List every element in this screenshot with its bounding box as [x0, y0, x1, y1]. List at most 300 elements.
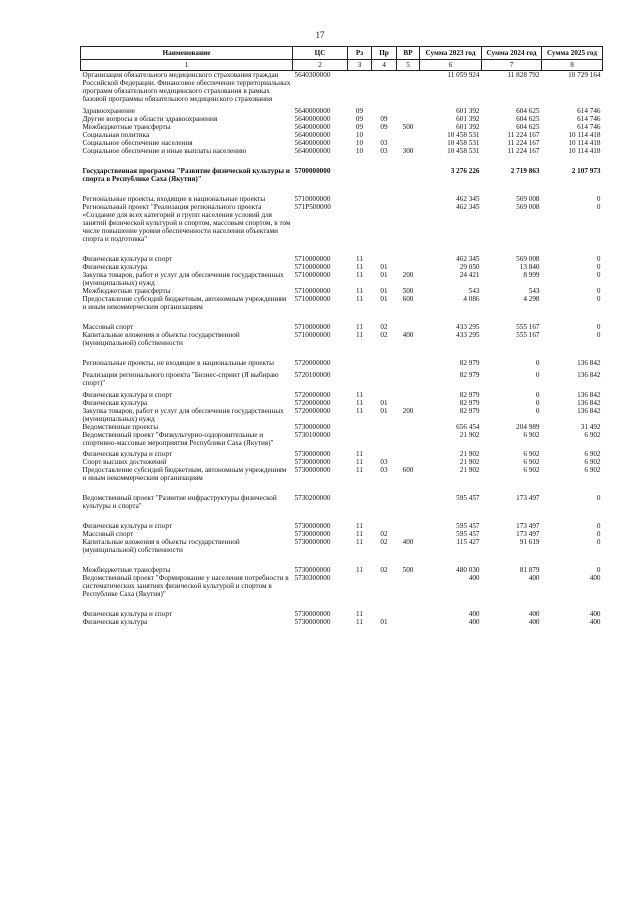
row-sum-2024: 543 [528, 287, 540, 295]
table-row [81, 554, 603, 574]
row-sum-2024: 11 828 792 [507, 71, 540, 79]
row-sum-2023: 21 902 [459, 458, 480, 466]
row-sum-2025: 10 114 418 [568, 147, 601, 155]
row-sum-2023: 21 902 [459, 450, 480, 458]
row-name: Закупка товаров, работ и услуг для обеспечения государственных (муниципальных) нужд [82, 407, 284, 423]
table-row [81, 331, 603, 347]
row-vr [397, 311, 420, 331]
row-name: Закупка товаров, работ и услуг для обеспечения государственных (муниципальных) нужд [82, 271, 284, 287]
row-vr: 400 [402, 331, 414, 339]
row-cs-code: 5640000000 [294, 147, 331, 155]
table-row [81, 530, 603, 538]
row-rz [348, 155, 372, 183]
row-vr [397, 131, 420, 139]
row-sum-2025: 0 [596, 331, 601, 339]
header-name: Наименование [81, 47, 293, 60]
row-pr: 02 [380, 323, 388, 331]
row-sum-2023: 400 [468, 610, 480, 618]
row-pr [372, 203, 397, 243]
row-rz: 11 [356, 450, 363, 458]
row-name: Предоставление субсидий бюджетным, автономным учреждениям и иным некоммерческим организациям [82, 295, 287, 311]
row-cs-code: 5730000000 [294, 458, 331, 466]
table-header [81, 47, 603, 71]
row-name: Спорт высших достижений [82, 458, 167, 466]
row-vr: 200 [402, 271, 414, 279]
row-rz: 11 [356, 331, 363, 339]
row-sum-2024: 400 [528, 610, 540, 618]
row-sum-2024: 555 167 [516, 323, 540, 331]
row-sum-2024: 400 [528, 618, 540, 626]
row-rz: 11 [356, 610, 363, 618]
row-sum-2025: 31 492 [580, 423, 601, 431]
row-sum-2024: 6 902 [523, 466, 540, 474]
row-cs-code: 5730000000 [294, 522, 331, 530]
row-name: Другие вопросы в области здравоохранения [82, 115, 218, 123]
row-pr: 01 [380, 618, 388, 626]
row-name: Ведомственный проект "Формирование у населения потребности в систематических занятиях физической культурой и спортом в Республике Саха (Якутия)" [82, 574, 289, 598]
header-number: 1 [81, 60, 293, 71]
table-row [81, 139, 603, 147]
row-sum-2023: 82 979 [459, 391, 480, 399]
table-row [81, 183, 603, 203]
row-sum-2023: 82 979 [459, 399, 480, 407]
row-vr [397, 139, 420, 147]
row-sum-2024: 0 [535, 407, 540, 415]
row-pr [372, 423, 397, 431]
row-vr [397, 431, 420, 447]
row-pr: 02 [380, 538, 388, 546]
row-sum-2024: 400 [528, 574, 540, 582]
row-cs-code: 5730200000 [294, 494, 331, 502]
table-row [81, 510, 603, 530]
row-sum-2025: 614 746 [577, 107, 601, 115]
row-cs-code: 5730000000 [294, 538, 331, 546]
row-sum-2024: 8 999 [523, 271, 540, 279]
row-sum-2025: 0 [596, 538, 601, 546]
row-cs-code: 5730000000 [294, 450, 331, 458]
header-number: 2 [293, 60, 348, 71]
row-name: Физическая культура и спорт [82, 255, 172, 263]
row-name: Предоставление субсидий бюджетным, автономным учреждениям и иным некоммерческим организациям [82, 466, 287, 482]
row-sum-2023: 24 421 [459, 271, 480, 279]
header-cs: ЦС [293, 47, 348, 60]
row-sum-2023: 601 392 [456, 115, 480, 123]
row-pr [372, 574, 397, 598]
row-pr [372, 598, 397, 618]
row-sum-2025: 6 902 [584, 431, 601, 439]
row-vr: 500 [402, 287, 414, 295]
row-sum-2025: 614 746 [577, 115, 601, 123]
row-sum-2023: 82 979 [459, 407, 480, 415]
row-sum-2024: 204 989 [516, 423, 540, 431]
row-vr [397, 263, 420, 271]
row-pr [372, 482, 397, 510]
row-rz: 09 [355, 115, 364, 123]
row-cs-code: 5730100000 [294, 431, 331, 439]
header-sum-2024: Сумма 2024 год [482, 47, 542, 60]
row-sum-2023: 543 [468, 287, 480, 295]
table-row [81, 466, 603, 482]
row-name: Региональный проект "Реализация регионального проекта «Создание для всех категорий и групп населения условий для занятий физической культурой и спортом, массовым спортом, в том числе повышение уровня обеспеченности населения объектами спорта и подготовка" [82, 203, 291, 243]
row-sum-2023: 11 059 924 [447, 71, 480, 79]
row-sum-2025: 400 [589, 618, 601, 626]
row-sum-2024: 604 625 [516, 123, 540, 131]
row-pr: 03 [380, 147, 388, 155]
row-name: Социальная политика [82, 131, 150, 139]
row-vr [397, 155, 420, 183]
row-sum-2024: 0 [535, 359, 540, 367]
row-name: Ведомственный проект "Развитие инфраструктуры физической культуры и спорта" [82, 494, 277, 510]
row-name: Массовый спорт [82, 530, 134, 538]
row-sum-2023: 601 392 [456, 123, 480, 131]
row-sum-2024: 604 625 [516, 115, 540, 123]
row-sum-2023: 595 457 [456, 494, 480, 502]
row-sum-2025: 2 107 973 [571, 167, 601, 175]
row-vr [397, 618, 420, 626]
row-rz [348, 574, 372, 598]
header-rz: Рз [348, 47, 372, 60]
row-rz [348, 423, 372, 431]
row-sum-2024: 173 497 [516, 530, 540, 538]
row-vr [397, 530, 420, 538]
header-number-row [81, 60, 603, 71]
row-sum-2024: 0 [535, 371, 540, 379]
row-vr [397, 598, 420, 618]
row-vr: 600 [402, 295, 414, 303]
row-vr [397, 510, 420, 530]
row-sum-2023: 3 276 226 [450, 167, 480, 175]
table-row [81, 243, 603, 263]
row-sum-2024: 11 224 167 [507, 139, 540, 147]
row-sum-2024: 2 719 863 [510, 167, 540, 175]
row-sum-2023: 21 902 [459, 466, 480, 474]
row-cs-code: 5710000000 [294, 331, 331, 339]
table-row [81, 423, 603, 431]
header-number: 6 [420, 60, 482, 71]
row-vr: 300 [402, 147, 414, 155]
row-sum-2024: 11 224 167 [507, 147, 540, 155]
row-rz: 11 [356, 323, 363, 331]
row-sum-2025: 136 842 [577, 371, 601, 379]
row-pr [372, 243, 397, 263]
row-sum-2023: 400 [468, 574, 480, 582]
row-sum-2024: 569 008 [516, 195, 540, 203]
row-pr: 09 [380, 115, 388, 123]
row-rz: 11 [356, 295, 363, 303]
row-name: Массовый спорт [82, 323, 134, 331]
row-rz: 11 [356, 263, 363, 271]
row-cs-code: 5710000000 [294, 287, 331, 295]
row-vr [397, 347, 420, 367]
row-pr: 03 [380, 458, 388, 466]
header-number: 3 [348, 60, 372, 71]
row-cs-code: 5730000000 [294, 610, 331, 618]
row-cs-code: 5720000000 [294, 391, 331, 399]
row-rz: 11 [356, 255, 363, 263]
row-vr: 200 [402, 407, 414, 415]
row-name: Социальное обеспечение населения [82, 139, 193, 147]
row-pr: 01 [380, 263, 388, 271]
header-sum-2025: Сумма 2025 год [542, 47, 603, 60]
table-row [81, 287, 603, 295]
header-number: 5 [397, 60, 420, 71]
row-sum-2025: 614 746 [577, 123, 601, 131]
table-row [81, 295, 603, 311]
row-rz [348, 482, 372, 510]
row-vr [397, 574, 420, 598]
table-row [81, 147, 603, 155]
row-name: Межбюджетные трансферты [82, 123, 171, 131]
row-sum-2025: 400 [589, 610, 601, 618]
table-row [81, 155, 603, 183]
row-sum-2023: 656 454 [456, 423, 480, 431]
row-sum-2025: 6 902 [584, 450, 601, 458]
row-rz [348, 367, 372, 387]
row-pr [372, 103, 397, 115]
row-name: Физическая культура [82, 618, 148, 626]
row-sum-2025: 6 902 [584, 466, 601, 474]
row-sum-2024: 6 902 [523, 431, 540, 439]
row-sum-2025: 136 842 [577, 359, 601, 367]
row-vr [397, 183, 420, 203]
row-cs-code: 5730000000 [294, 423, 331, 431]
row-cs-code: 5700000000 [294, 167, 331, 175]
row-pr: 01 [380, 295, 388, 303]
row-sum-2023: 462 345 [456, 195, 480, 203]
row-sum-2025: 0 [596, 203, 601, 211]
row-sum-2024: 0 [535, 391, 540, 399]
row-pr [372, 387, 397, 399]
row-sum-2024: 604 625 [516, 107, 540, 115]
row-sum-2024: 0 [535, 399, 540, 407]
table-row [81, 71, 603, 104]
row-name: Физическая культура [82, 263, 148, 271]
row-name: Капитальные вложения в объекты государственной (муниципальной) собственности [82, 331, 240, 347]
row-sum-2025: 0 [596, 287, 601, 295]
row-rz: 11 [356, 407, 363, 415]
row-cs-code: 5730000000 [294, 618, 331, 626]
row-pr: 09 [380, 123, 388, 131]
row-cs-code: 5640000000 [294, 139, 331, 147]
row-sum-2025: 10 114 418 [568, 139, 601, 147]
row-vr [397, 203, 420, 243]
row-name: Ведомственные проекты [82, 423, 159, 431]
row-sum-2023: 10 458 531 [447, 147, 480, 155]
row-vr [397, 103, 420, 115]
row-cs-code: 5730300000 [294, 574, 331, 582]
row-sum-2023: 115 427 [456, 538, 480, 546]
row-pr [372, 131, 397, 139]
row-sum-2023: 82 979 [459, 371, 480, 379]
header-number: 7 [482, 60, 542, 71]
row-vr [397, 367, 420, 387]
table-body [81, 71, 603, 627]
row-sum-2025: 10 114 418 [568, 131, 601, 139]
row-sum-2025: 10 729 164 [568, 71, 601, 79]
row-sum-2025: 0 [596, 295, 601, 303]
row-sum-2024: 6 902 [523, 458, 540, 466]
row-sum-2025: 136 842 [577, 391, 601, 399]
row-sum-2024: 569 008 [516, 203, 540, 211]
row-name: Межбюджетные трансферты [82, 287, 171, 295]
row-rz: 11 [356, 458, 363, 466]
row-name: Физическая культура и спорт [82, 450, 172, 458]
row-rz: 11 [356, 538, 363, 546]
row-sum-2023: 433 295 [456, 323, 480, 331]
row-sum-2023: 21 902 [459, 431, 480, 439]
row-name: Реализация регионального проекта "Бизнес-спринт (Я выбираю спорт)" [82, 371, 279, 387]
page-number: 17 [315, 30, 325, 40]
row-name: Ведомственный проект "Физкультурно-оздоровительные и спортивно-массовые мероприятия Республики Саха (Якутия)" [82, 431, 274, 447]
table-row [81, 574, 603, 598]
row-sum-2024: 4 298 [523, 295, 540, 303]
row-vr: 600 [402, 466, 414, 474]
row-sum-2024: 11 224 167 [507, 131, 540, 139]
table-row [81, 347, 603, 367]
row-sum-2023: 10 458 531 [447, 139, 480, 147]
row-sum-2023: 4 086 [463, 295, 480, 303]
header-vr: ВР [397, 47, 420, 60]
table-row [81, 103, 603, 115]
row-cs-code: 5640000000 [294, 131, 331, 139]
row-sum-2025: 0 [596, 195, 601, 203]
header-pr: Пр [372, 47, 397, 60]
row-rz [348, 203, 372, 243]
row-sum-2025: 0 [596, 323, 601, 331]
row-sum-2025: 136 842 [577, 407, 601, 415]
header-sum-2023: Сумма 2023 год [420, 47, 482, 60]
row-name: Физическая культура и спорт [82, 391, 172, 399]
row-pr [372, 155, 397, 183]
row-sum-2025: 0 [596, 566, 601, 574]
row-rz [348, 183, 372, 203]
row-pr: 01 [380, 271, 388, 279]
row-name: Социальное обеспечение и иные выплаты населению [82, 147, 247, 155]
row-cs-code: 5640000000 [294, 115, 331, 123]
row-pr: 01 [380, 407, 388, 415]
row-rz: 11 [356, 566, 363, 574]
row-name: Государственная программа "Развитие физической культуры и спорта в Республике Саха (Якутия)" [82, 167, 290, 183]
row-cs-code: 5710000000 [294, 323, 331, 331]
table-row [81, 399, 603, 407]
row-rz: 11 [356, 287, 363, 295]
row-sum-2025: 136 842 [577, 399, 601, 407]
table-row [81, 447, 603, 458]
row-sum-2023: 433 295 [456, 331, 480, 339]
row-rz: 11 [356, 399, 363, 407]
table-row [81, 598, 603, 618]
row-cs-code: 5640300000 [294, 71, 331, 79]
row-pr: 03 [380, 139, 388, 147]
header-number: 4 [372, 60, 397, 71]
row-cs-code: 5640000000 [294, 107, 331, 115]
row-cs-code: 5710000000 [294, 295, 331, 303]
row-name: Организация обязательного медицинского страхования граждан Российской Федерации. Финансовое обеспечение территориальных программ обязательного медицинского страхования в рамках базовой программы обязательного медицинского страхования [82, 71, 291, 103]
table-row [81, 482, 603, 510]
row-pr: 03 [380, 466, 388, 474]
row-name: Физическая культура и спорт [82, 610, 172, 618]
row-sum-2023: 82 979 [459, 359, 480, 367]
row-vr [397, 115, 420, 123]
row-sum-2024: 81 879 [519, 566, 540, 574]
table-row [81, 407, 603, 423]
row-sum-2023: 595 457 [456, 522, 480, 530]
table-row [81, 311, 603, 331]
row-rz: 11 [356, 618, 363, 626]
table-row [81, 538, 603, 554]
header-row [81, 47, 603, 60]
table-row [81, 203, 603, 243]
row-rz [348, 347, 372, 367]
table-row [81, 263, 603, 271]
row-sum-2023: 462 345 [456, 203, 480, 211]
row-pr [372, 367, 397, 387]
row-rz: 11 [356, 522, 363, 530]
budget-table [80, 46, 603, 626]
row-pr: 01 [380, 399, 388, 407]
row-sum-2025: 0 [596, 530, 601, 538]
row-sum-2024: 555 167 [516, 331, 540, 339]
row-rz: 10 [355, 139, 364, 147]
row-pr: 01 [380, 287, 388, 295]
row-vr [397, 399, 420, 407]
row-rz [348, 431, 372, 447]
row-sum-2023: 400 [468, 618, 480, 626]
row-cs-code: 5720000000 [294, 407, 331, 415]
row-rz [348, 71, 372, 104]
table-row [81, 271, 603, 287]
row-pr [372, 347, 397, 367]
row-sum-2024: 173 497 [516, 522, 540, 530]
row-pr: 02 [380, 566, 388, 574]
row-sum-2023: 10 458 531 [447, 131, 480, 139]
row-cs-code: 5710000000 [294, 263, 331, 271]
row-rz: 11 [356, 391, 363, 399]
row-cs-code: 5720000000 [294, 399, 331, 407]
table-row [81, 131, 603, 139]
row-sum-2025: 0 [596, 255, 601, 263]
table-row [81, 431, 603, 447]
row-vr [397, 387, 420, 399]
row-rz: 10 [355, 131, 364, 139]
row-name: Физическая культура [82, 399, 148, 407]
row-sum-2024: 13 840 [519, 263, 540, 271]
row-sum-2025: 0 [596, 263, 601, 271]
row-pr [372, 447, 397, 458]
row-sum-2025: 6 902 [584, 458, 601, 466]
table-row [81, 618, 603, 626]
row-sum-2024: 6 902 [523, 450, 540, 458]
row-sum-2023: 595 457 [456, 530, 480, 538]
table-row [81, 387, 603, 399]
row-cs-code: 5730000000 [294, 530, 331, 538]
row-pr [372, 71, 397, 104]
row-vr [397, 458, 420, 466]
row-rz: 11 [356, 271, 363, 279]
row-sum-2024: 91 619 [519, 538, 540, 546]
row-cs-code: 5720100000 [294, 371, 331, 379]
row-sum-2024: 569 008 [516, 255, 540, 263]
row-rz: 11 [356, 530, 363, 538]
row-rz: 11 [356, 466, 363, 474]
row-name: Межбюджетные трансферты [82, 566, 171, 574]
row-name: Региональные проекты, не входящие в национальные проекты [82, 359, 274, 367]
row-name: Физическая культура и спорт [82, 522, 172, 530]
row-sum-2023: 480 030 [456, 566, 480, 574]
row-vr [397, 447, 420, 458]
table-row [81, 458, 603, 466]
row-vr: 500 [402, 123, 414, 131]
